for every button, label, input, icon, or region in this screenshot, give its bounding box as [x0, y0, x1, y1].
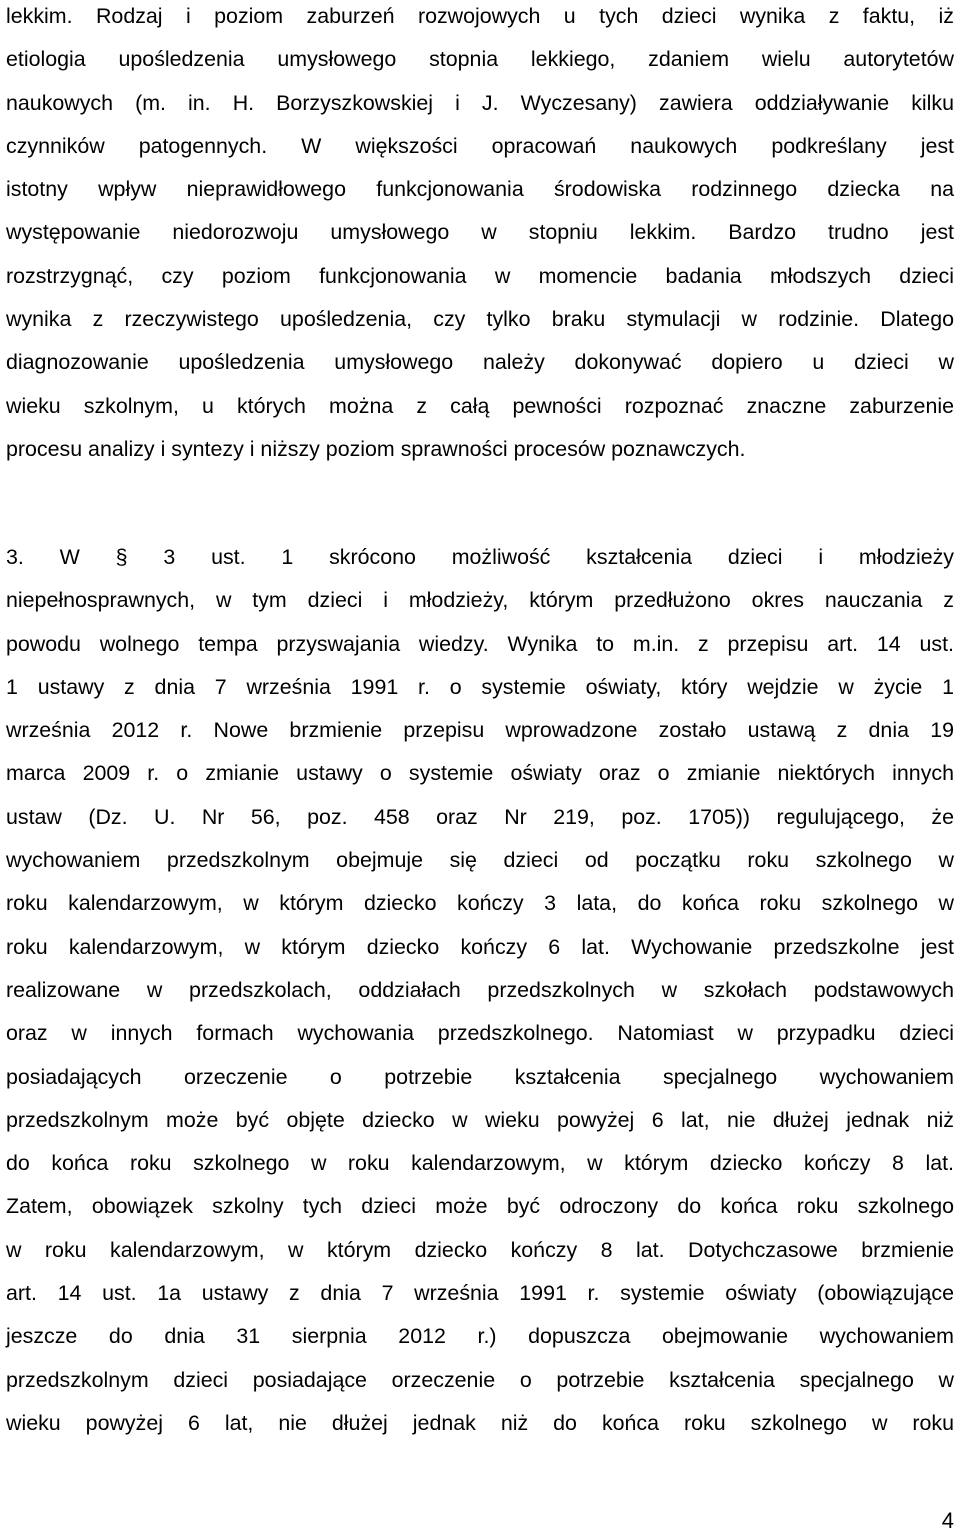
paragraph-1 [6, 0, 954, 471]
text-line: etiologia upośledzenia umysłowego stopnia lekkiego, zdaniem wielu autorytetów [6, 47, 954, 72]
text-line: jeszcze do dnia 31 sierpnia 2012 r.) dopuszcza obejmowanie wychowaniem [6, 1324, 954, 1349]
page-number: 4 [941, 1508, 954, 1533]
text-line: czynników patogennych. W większości opracowań naukowych podkreślany jest [6, 133, 954, 158]
text-line: diagnozowanie upośledzenia umysłowego należy dokonywać dopiero u dzieci w [6, 350, 954, 375]
text-line: wieku powyżej 6 lat, nie dłużej jednak niż do końca roku szkolnego w roku [6, 1410, 954, 1435]
text-line: w roku kalendarzowym, w którym dziecko kończy 8 lat. Dotychczasowe brzmienie [6, 1237, 954, 1262]
text-line: 3. W § 3 ust. 1 skrócono możliwość kształcenia dzieci i młodzieży [6, 545, 954, 569]
text-line: lekkim. Rodzaj i poziom zaburzeń rozwojowych u tych dzieci wynika z faktu, iż [6, 4, 954, 28]
text-line: powodu wolnego tempa przyswajania wiedzy. Wynika to m.in. z przepisu art. 14 ust. [6, 631, 954, 656]
text-line: roku kalendarzowym, w którym dziecko kończy 6 lat. Wychowanie przedszkolne jest [6, 934, 954, 959]
text-line: Zatem, obowiązek szkolny tych dzieci może być odroczony do końca roku szkolnego [6, 1194, 954, 1219]
text-line: przedszkolnym może być objęte dziecko w wieku powyżej 6 lat, nie dłużej jednak niż [6, 1107, 954, 1132]
text-line: września 2012 r. Nowe brzmienie przepisu wprowadzone zostało ustawą z dnia 19 [6, 718, 954, 743]
text-line: oraz w innych formach wychowania przedszkolnego. Natomiast w przypadku dzieci [6, 1021, 954, 1046]
text-line: niepełnosprawnych, w tym dzieci i młodzieży, którym przedłużono okres nauczania z [6, 588, 954, 613]
text-line: istotny wpływ nieprawidłowego funkcjonowania środowiska rodzinnego dziecka na [6, 177, 954, 202]
text-line: wychowaniem przedszkolnym obejmuje się dzieci od początku roku szkolnego w [6, 848, 954, 873]
text-line: 1 ustawy z dnia 7 września 1991 r. o systemie oświaty, który wejdzie w życie 1 [6, 674, 954, 699]
text-line: ustaw (Dz. U. Nr 56, poz. 458 oraz Nr 219, poz. 1705)) regulującego, że [6, 804, 954, 829]
text-line: realizowane w przedszkolach, oddziałach przedszkolnych w szkołach podstawowych [6, 977, 954, 1002]
text-line: posiadających orzeczenie o potrzebie kształcenia specjalnego wychowaniem [6, 1064, 954, 1089]
text-line: występowanie niedorozwoju umysłowego w stopniu lekkim. Bardzo trudno jest [6, 220, 954, 245]
text-line: roku kalendarzowym, w którym dziecko kończy 3 lata, do końca roku szkolnego w [6, 891, 954, 916]
text-line: przedszkolnym dzieci posiadające orzeczenie o potrzebie kształcenia specjalnego w [6, 1367, 954, 1392]
text-line: naukowych (m. in. H. Borzyszkowskiej i J. Wyczesany) zawiera oddziaływanie kilku [6, 90, 954, 115]
text-line: rozstrzygnąć, czy poziom funkcjonowania w momencie badania młodszych dzieci [6, 263, 954, 288]
text-line: wieku szkolnym, u których można z całą pewności rozpoznać znaczne zaburzenie [6, 393, 954, 418]
paragraph-2 [6, 536, 954, 1445]
text-line: art. 14 ust. 1a ustawy z dnia 7 września 1991 r. systemie oświaty (obowiązujące [6, 1281, 954, 1306]
text-line: do końca roku szkolnego w roku kalendarzowym, w którym dziecko kończy 8 lat. [6, 1151, 954, 1176]
text-line: wynika z rzeczywistego upośledzenia, czy tylko braku stymulacji w rodzinie. Dlatego [6, 307, 954, 332]
text-line: marca 2009 r. o zmianie ustawy o systemie oświaty oraz o zmianie niektórych innych [6, 761, 954, 786]
text-line: procesu analizy i syntezy i niższy poziom sprawności procesów poznawczych. [6, 436, 746, 461]
